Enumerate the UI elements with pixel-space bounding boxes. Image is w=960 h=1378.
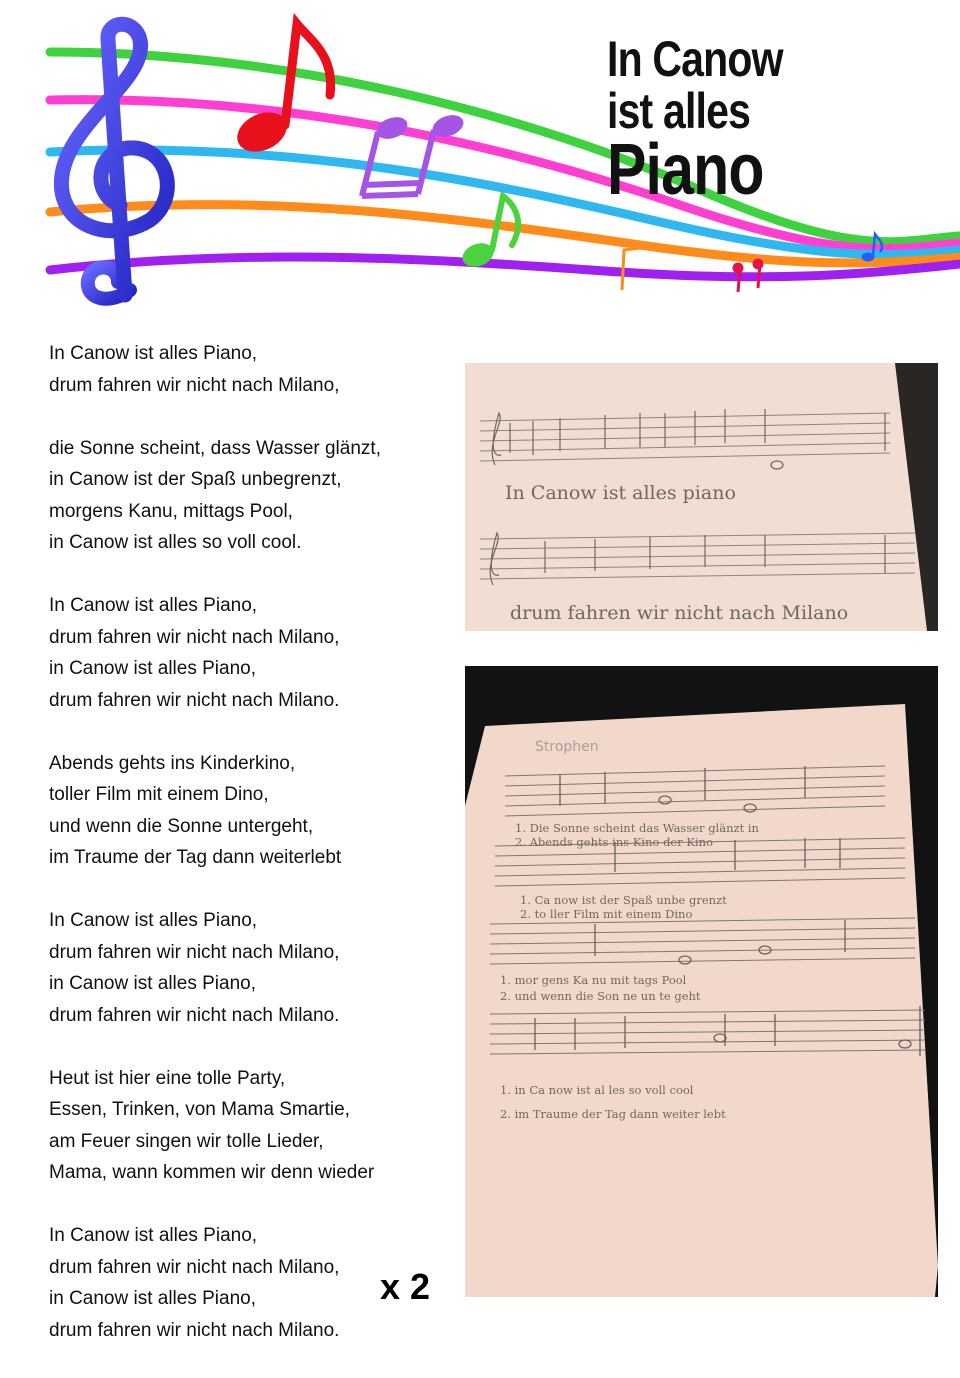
lyric-line: in Canow ist alles so voll cool. (49, 532, 302, 553)
lyric-line: in Canow ist alles Piano, (49, 973, 256, 994)
sheet-music-photo-verses (465, 666, 938, 1297)
green-note-icon (459, 196, 518, 271)
lyric-line: im Traume der Tag dann weiterlebt (49, 847, 342, 868)
page-title (607, 31, 783, 210)
lyric-line: toller Film mit einem Dino, (49, 784, 269, 805)
handwritten-lyric-line: 1. mor gens Ka nu mit tags Pool (500, 973, 687, 987)
lyric-line: am Feuer singen wir tolle Lieder, (49, 1130, 324, 1152)
lyrics (49, 338, 449, 1378)
lyric-line: drum fahren wir nicht nach Milano, (49, 941, 340, 963)
lyric-line: in Canow ist alles Piano, (49, 658, 256, 679)
red-note-icon (231, 24, 331, 159)
lyric-line: drum fahren wir nicht nach Milano, (49, 1256, 340, 1278)
stanza-1 (49, 338, 449, 401)
handwritten-heading: Strophen (535, 739, 599, 755)
lyric-line: drum fahren wir nicht nach Milano. (49, 1004, 340, 1026)
lyric-line: Mama, wann kommen wir denn wieder (49, 1162, 375, 1183)
chorus-1 (49, 590, 449, 716)
lyric-line: die Sonne scheint, dass Wasser glänzt, (49, 437, 381, 459)
lyric-line: Essen, Trinken, von Mama Smartie, (49, 1099, 350, 1120)
title-line-3: Piano (607, 130, 764, 210)
lyric-line: In Canow ist alles Piano, (49, 343, 258, 364)
lyric-line: Heut ist hier eine tolle Party, (49, 1067, 286, 1089)
handwritten-lyric-line: 2. Abends gehts ins Kino der Kino (515, 835, 713, 849)
sheet-music-photo-refrain (465, 363, 938, 631)
handwritten-lyric-line: 2. und wenn die Son ne un te geht (500, 989, 701, 1003)
handwritten-lyric-line: 2. im Traume der Tag dann weiter lebt (500, 1107, 726, 1121)
stanza-2 (49, 433, 449, 559)
music-staff-banner (0, 0, 960, 320)
stanza-3 (49, 748, 449, 874)
lyric-line: drum fahren wir nicht nach Milano, (49, 374, 340, 396)
lyric-line: drum fahren wir nicht nach Milano. (49, 1319, 340, 1341)
title-line-1: In Canow (607, 31, 783, 87)
lyric-line: In Canow ist alles Piano, (49, 1225, 258, 1246)
handwritten-lyric-line: 1. in Ca now ist al les so voll cool (500, 1083, 694, 1097)
handwritten-lyric-line: 1. Die Sonne scheint das Wasser glänzt in (515, 821, 759, 835)
handwritten-lyric-line: drum fahren wir nicht nach Milano (510, 602, 849, 624)
repeat-mark: x 2 (380, 1266, 431, 1307)
lyric-line: In Canow ist alles Piano, (49, 910, 258, 931)
handwritten-lyric-line: 1. Ca now ist der Spaß unbe grenzt (520, 893, 727, 907)
lyric-line: In Canow ist alles Piano, (49, 595, 258, 616)
stanza-4 (49, 1063, 449, 1189)
lyric-line: in Canow ist alles Piano, (49, 1288, 256, 1309)
lyric-line: und wenn die Sonne untergeht, (49, 815, 314, 837)
handwritten-lyric-line: In Canow ist alles piano (505, 482, 736, 504)
lyric-line: drum fahren wir nicht nach Milano, (49, 626, 340, 648)
lyric-line: in Canow ist der Spaß unbegrenzt, (49, 469, 342, 490)
chorus-2 (49, 905, 449, 1031)
lyric-line: Abends gehts ins Kinderkino, (49, 752, 296, 774)
handwritten-lyric-line: 2. to ller Film mit einem Dino (520, 907, 693, 921)
lyric-line: drum fahren wir nicht nach Milano. (49, 689, 340, 711)
title-line-2: ist alles (607, 83, 751, 139)
lyric-line: morgens Kanu, mittags Pool, (49, 500, 293, 522)
